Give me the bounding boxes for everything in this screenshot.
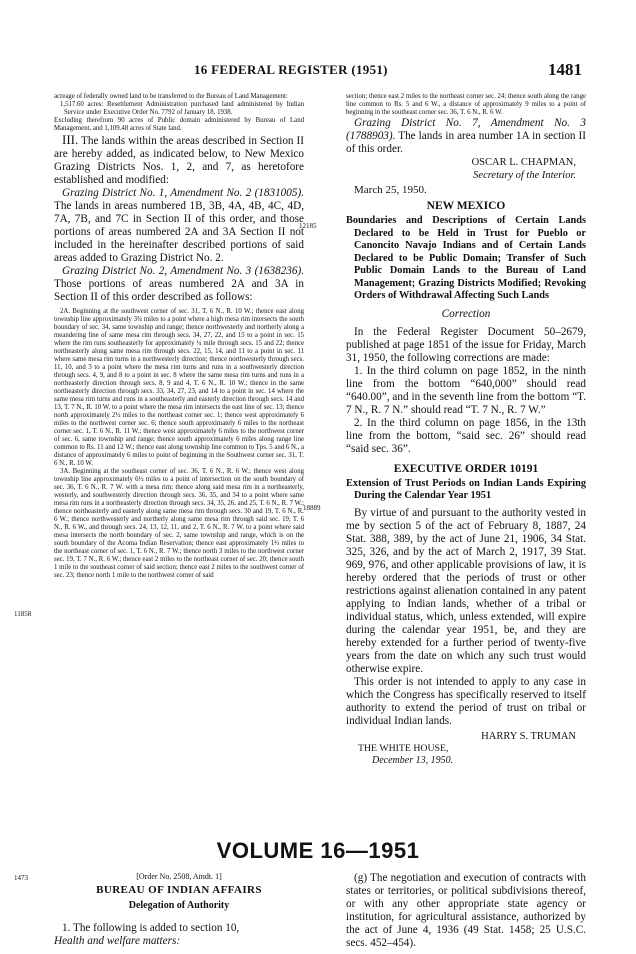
section-number: III. bbox=[62, 132, 79, 147]
paragraph: section; thence east 2 miles to the northeast corner sec. 24; thence south along the range line common to Rs. 5 and 6 W., a distance of approximately 9 miles to a point of beginning in the southeast corner sec. 36, T. 6 N., R. 6 W. bbox=[346, 93, 586, 116]
subheading: Delegation of Authority bbox=[128, 900, 230, 911]
margin-number: 18889 bbox=[303, 504, 321, 512]
paragraph: Excluding therefrom 90 acres of Public domain administered by Bureau of Land Management, and 1,109.48 acres of State land. bbox=[54, 117, 304, 132]
paragraph: 1. In the third column on page 1852, in the ninth line from the bottom “640,000” should read “640.00”, and in the seventh line from the bottom “T. 7 N., R. 7 N.” should read “T. 7 N., R. 7 W.” bbox=[346, 364, 586, 416]
paragraph: acreage of federally owned land to be transferred to the Bureau of Land Management: bbox=[54, 93, 288, 100]
agency-heading: BUREAU OF INDIAN AFFAIRS bbox=[96, 884, 262, 896]
paragraph: This order is not intended to apply to any case in which the Congress has specifically reserved to itself authority to extend the period of trust on tribal or individual Indian lands. bbox=[346, 675, 586, 727]
signature-title: Secretary of the Interior. bbox=[473, 170, 576, 181]
margin-number: 1473 bbox=[14, 874, 28, 882]
paragraph: (g) The negotiation and execution of contracts with states or territories, or political subdivisions thereof, or with any other appropriate state agency or institution, for agricultural assistance, authorized by the act of June 4, 1936 (49 Stat. 1458; 25 U.S.C. secs. 452–454). bbox=[346, 872, 586, 949]
subheading: Correction bbox=[441, 307, 491, 320]
running-title: 16 FEDERAL REGISTER (1951) bbox=[194, 62, 388, 77]
paragraph: 3A. Beginning at the southeast corner of sec. 36, T. 6 N., R. 6 W.; thence west along township line approximately 6½ miles to a point of intersection on the south boundary of sec. 36, T. 6 N., R. 7 W. with a mesa rim; thence along said mesa rim in a northeasterly, westerly, and southwesterly direction through secs. 36, 35, and 34 to a point where same mesa rim runs in a northeasterly direction through secs. 34, 35, 26, and 25, T. 6 N., R. 7 W.; thence northeasterly and easterly along same mesa rim through secs. 30 and 19, T. 6 N., R. 6 W.; thence northwesterly and northerly along same mesa rim through said sec. 19, T. 6 N., R. 6 W., and through secs. 24, 13, 12, 11, and 2, T. 6 N., R. 7 W. to a point where said mesa intersects the north boundary of sec. 2, same township and range, which is on the south boundary of the Acoma Indian Reservation; thence east approximately 1⅔ miles to the northeast corner of sec. 1, T. 6 N., R. 7 W.; thence north 3 miles to the northwest corner sec. 19, T. 7 N., R. 6 W.; thence east 2 miles to the northeast corner of sec. 20; thence south 1 mile to the southeast corner of said section; thence east 2 miles to the southwest corner of sec. 23; thence north 1 mile to the northwest corner of said bbox=[54, 468, 304, 579]
italic-lead: Grazing District No. 7, Amendment No. 3 (1788903). bbox=[346, 117, 586, 142]
paragraph: Health and welfare matters: bbox=[54, 935, 181, 947]
margin-number: 11858 bbox=[14, 610, 32, 618]
paragraph: 2. In the third column on page 1856, in the 13th line from the bottom, “said sec. 26” should read “said sec. 36”. bbox=[346, 416, 586, 455]
left-column bbox=[54, 93, 304, 580]
page-header bbox=[54, 62, 582, 82]
signature-name: OSCAR L. CHAPMAN, bbox=[471, 157, 576, 168]
margin-number: 12185 bbox=[299, 222, 317, 230]
bottom-right-column bbox=[346, 872, 586, 950]
paragraph bbox=[54, 265, 304, 304]
paragraph: 2A. Beginning at the southwest corner of sec. 31, T. 6 N., R. 10 W.; thence east along township line approximately 3¾ miles to a point where a high mesa rim intersects the south boundary of sec. 34, same township and range; thence northwesterly and northerly along a meandering line of same mesa rim through secs. 34, 27, 22, and 15 to a point in sec. 15 where the rim runs southeasterly for approximately ¼ mile through secs. 15 and 22; thence northeasterly along same mesa rim through secs. 22, 15, 14, and 11 to a point in sec. 11 where same mesa rim turns in a northwesterly direction; thence northwesterly through secs. 11, 10, and 3 to a point where the mesa rim turns and runs in a southwesterly direction through secs. 4, 9, and 8 to a point in sec. 8 where the same mesa rim turns and runs in a northeasterly direction through secs. 8, 9 and 4, T. 6 N., R. 10 W.; thence in the same northeasterly direction through secs. 33, 34, 27, 23, and 14 to a point in sec. 14 where the same mesa rim turns and runs in a southeasterly and easterly direction through secs. 14 and 13, T. 7 N., R. 10 W. to a point where the mesa rim intersects the east line of sec. 13; thence north approximately 2½ miles to the northeast corner sec. 1; thence west approximately 6 miles to the northwest corner sec. 6; thence south approximately 6 miles to the northeast corner sec. 1, T. 6 N., R. 11 W.; thence west approximately 6 miles to the northwest corner of sec. 6, same township and range; thence south approximately 6 miles along range line common to Rs. 11 and 12 W.; thence east along township line common to Tps. 5 and 6 N., a distance of approximately 6 miles to point of beginning in the Southwest corner sec. 31, T. 6 N., R. 10 W. bbox=[54, 308, 304, 467]
paragraph bbox=[54, 187, 304, 265]
volume-banner: VOLUME 16—1951 bbox=[216, 838, 420, 863]
paragraph-text: The lands in area number 1A in section II of this order. bbox=[346, 130, 586, 155]
italic-lead: Grazing District No. 2, Amendment No. 3 (1638236). bbox=[62, 265, 304, 277]
order-number: [Order No. 2508, Amdt. 1] bbox=[136, 872, 222, 881]
signature-place: THE WHITE HOUSE, bbox=[358, 742, 449, 754]
bottom-left-column bbox=[54, 872, 304, 948]
paragraph bbox=[54, 133, 304, 187]
paragraph: 1. The following is added to section 10, bbox=[62, 922, 240, 934]
paragraph-text: The lands in areas numbered 1B, 3B, 4A, 4B, 4C, 4D, 7A, 7B, and 7C in Section II of this order, and those portions of areas numbered 2A and 3A Section II not included in the hereinafter described portions of said areas added to Grazing District No. 2. bbox=[54, 200, 304, 264]
document-heading: Boundaries and Descriptions of Certain Lands Declared to be Held in Trust for Pueblo or Canoncito Navajo Indians and of Certain Lands Declared to be Public Domain; Transfer of Such Public Domain Lands to the Bureau of Land Management; Grazing Districts Modified; Revoking Orders of Withdrawal Affecting Such Lands bbox=[346, 215, 586, 301]
section-heading: NEW MEXICO bbox=[426, 200, 506, 212]
paragraph-text: The lands within the areas described in Section II are hereby added, as indicated below, to New Mexico Grazing Districts Nos. 1, 2, and 7, as heretofore established and modified: bbox=[54, 135, 304, 186]
document-date: March 25, 1950. bbox=[354, 184, 427, 196]
paragraph: In the Federal Register Document 50–2679, published at page 1851 of the issue for Friday, March 31, 1950, the following corrections are made: bbox=[346, 325, 586, 364]
signature-name: HARRY S. TRUMAN bbox=[481, 730, 576, 742]
paragraph bbox=[346, 117, 586, 156]
paragraph-text: Those portions of areas numbered 2A and 3A in Section II of this order described as follows: bbox=[54, 278, 304, 303]
signature-date: December 13, 1950. bbox=[372, 754, 454, 766]
italic-lead: Grazing District No. 1, Amendment No. 2 (1831005). bbox=[62, 187, 304, 199]
right-column bbox=[346, 93, 586, 767]
page-number: 1481 bbox=[548, 60, 582, 79]
document-heading: Extension of Trust Periods on Indian Lands Expiring During the Calendar Year 1951 bbox=[346, 477, 586, 501]
paragraph: 1,517.60 acres: Resettlement Administration purchased land administered by Indian Service under Executive Order No. 7792 of January 18, 1938. bbox=[60, 101, 304, 116]
section-heading: EXECUTIVE ORDER 10191 bbox=[393, 462, 539, 475]
paragraph: By virtue of and pursuant to the authority vested in me by section 5 of the act of February 8, 1887, 24 Stat. 388, 389, by the act of June 21, 1906, 34 Stat. 325, 326, and by the act of March 2, 1917, 39 Stat. 969, 976, and other applicable provisions of law, it is hereby ordered that the periods of trust or other restrictions against alienation contained in any patent applying to Indian lands, whether of a tribal or individual status, which, unless extended, will expire during the calendar year 1951, be, and they are hereby extended for a further period of twenty-five years from the date on which any such trust would otherwise expire. bbox=[346, 506, 586, 675]
